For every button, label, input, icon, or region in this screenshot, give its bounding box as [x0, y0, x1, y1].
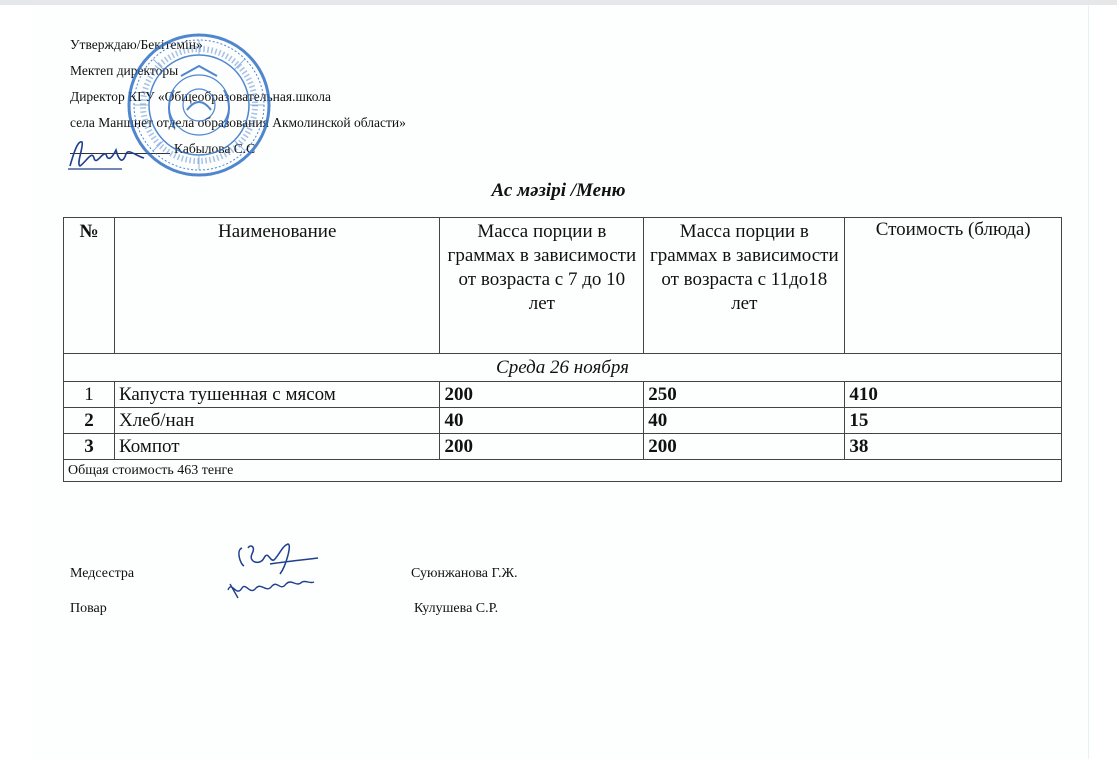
approval-line: села Маншнет отдела образования Акмолинской области» — [70, 115, 406, 130]
nurse-row — [70, 556, 630, 591]
header-row — [64, 218, 1062, 354]
total-cost: Общая стоимость 463 тенге — [64, 460, 1062, 482]
approval-line: Мектеп директоры — [70, 63, 179, 78]
row-cost: 15 — [845, 408, 1062, 434]
row-name: Хлеб/нан — [114, 408, 439, 434]
menu-date: Среда 26 ноября — [64, 354, 1062, 382]
nurse-name: Суюнжанова Г.Ж. — [411, 566, 518, 581]
header-cost: Стоимость (блюда) — [845, 218, 1062, 354]
row-mass-7-10: 40 — [440, 408, 644, 434]
row-cost: 38 — [845, 434, 1062, 460]
row-number: 2 — [64, 408, 115, 434]
row-mass-11-18: 40 — [644, 408, 845, 434]
cook-role: Повар — [70, 601, 107, 616]
row-mass-11-18: 200 — [644, 434, 845, 460]
header-mass-7-10: Масса порции в граммах в зависимости от возраста с 7 до 10 лет — [440, 218, 644, 354]
official-stamp-icon — [126, 32, 272, 178]
nurse-role: Медсестра — [70, 566, 135, 581]
row-name: Капуста тушенная с мясом — [114, 382, 439, 408]
row-mass-11-18: 250 — [644, 382, 845, 408]
header-name: Наименование — [114, 218, 439, 354]
table-row — [64, 408, 1062, 434]
approval-line: Директор КГУ «Общеобразовательная.школа — [70, 89, 332, 104]
signatures-block — [70, 556, 630, 626]
staff-signatures-icon — [222, 540, 322, 604]
row-mass-7-10: 200 — [440, 382, 644, 408]
signer-name: Кабылова С.С — [174, 141, 256, 156]
date-row — [64, 354, 1062, 382]
table-row — [64, 434, 1062, 460]
cook-name: Кулушева С.Р. — [414, 601, 499, 616]
row-number: 1 — [64, 382, 115, 408]
page-title: Ас мәзірі /Меню — [491, 180, 626, 201]
cook-row — [70, 591, 630, 626]
row-name: Компот — [114, 434, 439, 460]
header-number: № — [64, 218, 115, 354]
table-row — [64, 382, 1062, 408]
row-cost: 410 — [845, 382, 1062, 408]
approval-line: Утверждаю/Бекітемін» — [70, 37, 203, 52]
menu-table — [63, 217, 1062, 482]
row-number: 3 — [64, 434, 115, 460]
header-mass-11-18: Масса порции в граммах в зависимости от возраста с 11до18 лет — [644, 218, 845, 354]
total-row — [64, 460, 1062, 482]
director-signature-icon — [66, 136, 146, 172]
row-mass-7-10: 200 — [440, 434, 644, 460]
